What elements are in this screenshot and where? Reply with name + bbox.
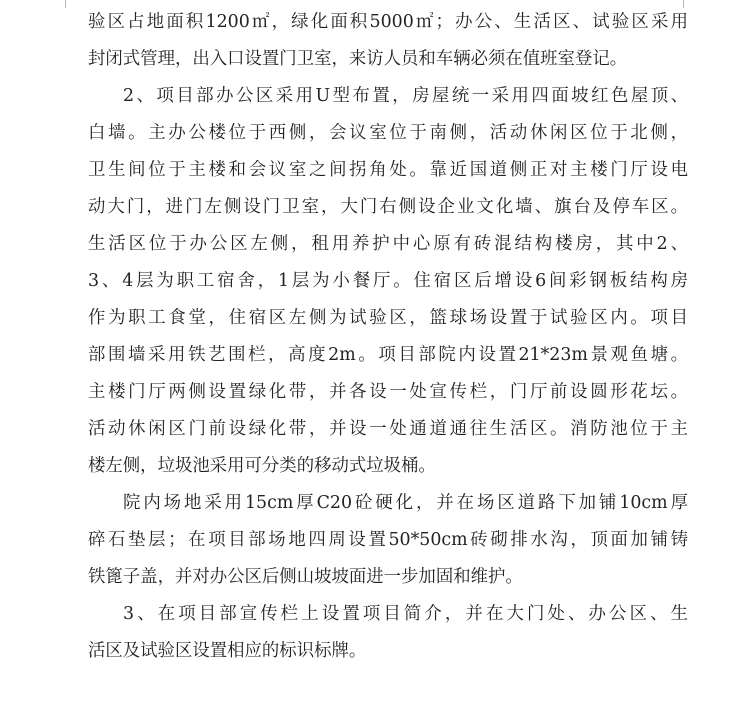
text-line: 卫生间位于主楼和会议室之间拐角处。靠近国道侧正对主楼门厅设电 bbox=[88, 160, 688, 180]
text-line: 生活区位于办公区左侧，租用养护中心原有砖混结构楼房，其中2、 bbox=[88, 234, 688, 254]
text-line: 动大门，进门左侧设门卫室，大门右侧设企业文化墙、旗台及停车区。 bbox=[88, 197, 688, 217]
margin-corner-mark-left bbox=[65, 0, 66, 8]
text-line: 活动休闲区门前设绿化带，并设一处通道通往生活区。消防池位于主 bbox=[88, 419, 688, 439]
text-line: 白墙。主办公楼位于西侧，会议室位于南侧，活动休闲区位于北侧， bbox=[88, 123, 688, 143]
text-line: 作为职工食堂，住宿区左侧为试验区，篮球场设置于试验区内。项目 bbox=[88, 308, 688, 328]
text-line: 3、在项目部宣传栏上设置项目简介，并在大门处、办公区、生 bbox=[123, 604, 688, 624]
document-body-text bbox=[88, 4, 688, 670]
text-line: 部围墙采用铁艺围栏，高度2m。项目部院内设置21*23m景观鱼塘。 bbox=[88, 345, 688, 365]
text-line: 2、项目部办公区采用U型布置，房屋统一采用四面坡红色屋顶、 bbox=[123, 86, 688, 106]
text-line: 活区及试验区设置相应的标识标牌。 bbox=[88, 641, 367, 661]
text-line: 碎石垫层；在项目部场地四周设置50*50cm砖砌排水沟，顶面加铺铸 bbox=[88, 530, 688, 550]
text-line: 主楼门厅两侧设置绿化带，并各设一处宣传栏，门厅前设圆形花坛。 bbox=[88, 382, 688, 402]
text-line: 铁篦子盖，并对办公区后侧山坡坡面进一步加固和维护。 bbox=[88, 567, 523, 587]
text-line: 3、4层为职工宿舍，1层为小餐厅。住宿区后增设6间彩钢板结构房 bbox=[88, 271, 688, 291]
text-line: 验区占地面积1200㎡，绿化面积5000㎡；办公、生活区、试验区采用 bbox=[88, 12, 688, 32]
text-line: 封闭式管理，出入口设置门卫室，来访人员和车辆必须在值班室登记。 bbox=[88, 49, 628, 69]
text-line: 院内场地采用15cm厚C20砼硬化，并在场区道路下加铺10cm厚 bbox=[123, 493, 688, 513]
text-line: 楼左侧，垃圾池采用可分类的移动式垃圾桶。 bbox=[88, 456, 436, 476]
